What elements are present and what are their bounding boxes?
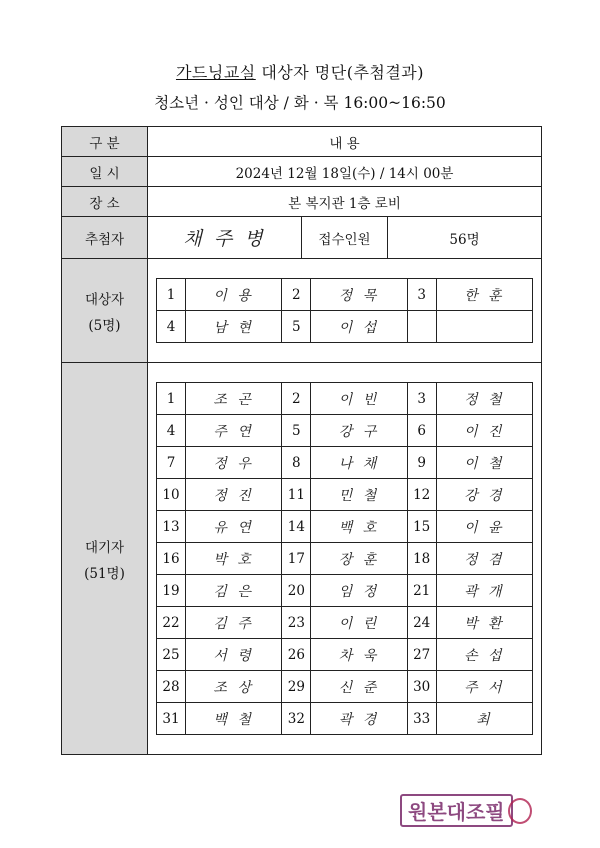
entry-name: 이 용	[186, 279, 282, 311]
entry-name: 나 채	[311, 447, 407, 479]
entry-number: 2	[282, 279, 311, 311]
entry-number: 3	[407, 383, 436, 415]
entry-name: 민 철	[311, 479, 407, 511]
waitlist-label-cell	[62, 363, 148, 755]
entry-number: 30	[407, 671, 436, 703]
entry-name: 남 현	[186, 311, 282, 343]
entry-number: 10	[157, 479, 186, 511]
place-label: 장 소	[62, 187, 148, 217]
waitlist-list	[156, 382, 533, 735]
entry-number: 15	[407, 511, 436, 543]
entry-number: 4	[157, 415, 186, 447]
entry-number: 9	[407, 447, 436, 479]
entry-number: 18	[407, 543, 436, 575]
entry-number: 5	[282, 311, 311, 343]
entry-name: 곽 경	[311, 703, 407, 735]
entry-name: 김 주	[186, 607, 282, 639]
list-row	[157, 479, 533, 511]
entry-name: 백 철	[186, 703, 282, 735]
entry-name: 이 린	[311, 607, 407, 639]
list-row	[157, 703, 533, 735]
entry-number: 28	[157, 671, 186, 703]
entry-number: 21	[407, 575, 436, 607]
entry-number: 4	[157, 311, 186, 343]
entry-number: 11	[282, 479, 311, 511]
entry-name: 강 구	[311, 415, 407, 447]
received-label: 접수인원	[302, 217, 388, 259]
list-row	[157, 639, 533, 671]
entry-name: 정 철	[436, 383, 532, 415]
entry-name: 주 연	[186, 415, 282, 447]
entry-number: 25	[157, 639, 186, 671]
entry-number: 19	[157, 575, 186, 607]
date-value: 2024년 12월 18일(수) / 14시 00분	[148, 157, 542, 187]
entry-name: 임 정	[311, 575, 407, 607]
info-table	[61, 126, 542, 755]
entry-number: 32	[282, 703, 311, 735]
waitlist-count: (51명)	[84, 565, 125, 582]
entry-number: 1	[157, 383, 186, 415]
entry-name: 박 환	[436, 607, 532, 639]
entry-number: 31	[157, 703, 186, 735]
entry-number: 7	[157, 447, 186, 479]
list-row	[157, 383, 533, 415]
entry-name: 백 호	[311, 511, 407, 543]
selected-cell	[148, 259, 542, 363]
document-subtitle: 청소년 · 성인 대상 / 화 · 목 16:00~16:50	[154, 94, 446, 112]
waitlist-cell	[148, 363, 542, 755]
selected-label: 대상자	[84, 291, 125, 308]
entry-name: 서 령	[186, 639, 282, 671]
entry-name: 장 훈	[311, 543, 407, 575]
entry-name: 주 서	[436, 671, 532, 703]
list-row	[157, 447, 533, 479]
entry-number: 1	[157, 279, 186, 311]
place-value: 본 복지관 1층 로비	[148, 187, 542, 217]
entry-number: 22	[157, 607, 186, 639]
entry-name: 정 진	[186, 479, 282, 511]
entry-name: 이 섭	[311, 311, 407, 343]
selected-list	[156, 278, 533, 343]
entry-name: 김 은	[186, 575, 282, 607]
header-value: 내 용	[148, 127, 542, 157]
entry-name: 이 진	[436, 415, 532, 447]
entry-name	[436, 311, 532, 343]
entry-name: 이 윤	[436, 511, 532, 543]
entry-name: 손 섭	[436, 639, 532, 671]
entry-number: 16	[157, 543, 186, 575]
list-row	[157, 279, 533, 311]
list-row	[157, 415, 533, 447]
seal-icon	[508, 798, 532, 824]
entry-name: 정 겸	[436, 543, 532, 575]
list-row	[157, 671, 533, 703]
received-value: 56명	[388, 217, 542, 259]
waitlist-label: 대기자	[84, 539, 125, 556]
entry-number: 8	[282, 447, 311, 479]
entry-name: 차 욱	[311, 639, 407, 671]
entry-name: 이 빈	[311, 383, 407, 415]
entry-number: 24	[407, 607, 436, 639]
drawer-value: 채 주 병	[148, 217, 302, 259]
entry-name: 유 연	[186, 511, 282, 543]
entry-name: 한 훈	[436, 279, 532, 311]
list-row	[157, 511, 533, 543]
entry-number: 33	[407, 703, 436, 735]
entry-name: 정 목	[311, 279, 407, 311]
entry-number: 5	[282, 415, 311, 447]
list-row	[157, 575, 533, 607]
selected-label-cell	[62, 259, 148, 363]
entry-name: 박 호	[186, 543, 282, 575]
date-label: 일 시	[62, 157, 148, 187]
entry-number: 20	[282, 575, 311, 607]
entry-name: 최	[436, 703, 532, 735]
entry-number: 6	[407, 415, 436, 447]
drawer-label: 추첨자	[62, 217, 148, 259]
entry-number: 2	[282, 383, 311, 415]
entry-number: 23	[282, 607, 311, 639]
entry-number: 14	[282, 511, 311, 543]
list-row	[157, 311, 533, 343]
selected-count: (5명)	[88, 317, 121, 334]
entry-number: 3	[407, 279, 436, 311]
entry-number: 12	[407, 479, 436, 511]
title-rest: 대상자 명단(추첨결과)	[255, 63, 425, 82]
entry-name: 조 곤	[186, 383, 282, 415]
header-label: 구 분	[62, 127, 148, 157]
entry-number	[407, 311, 436, 343]
document-title	[0, 60, 600, 83]
entry-number: 29	[282, 671, 311, 703]
entry-name: 강 경	[436, 479, 532, 511]
entry-name: 이 철	[436, 447, 532, 479]
entry-name: 곽 개	[436, 575, 532, 607]
title-program: 가드닝교실	[175, 63, 256, 82]
entry-number: 26	[282, 639, 311, 671]
list-row	[157, 607, 533, 639]
stamp-text: 원본대조필	[400, 794, 513, 827]
entry-name: 조 상	[186, 671, 282, 703]
entry-number: 13	[157, 511, 186, 543]
entry-name: 정 우	[186, 447, 282, 479]
entry-number: 17	[282, 543, 311, 575]
entry-name: 신 준	[311, 671, 407, 703]
list-row	[157, 543, 533, 575]
entry-number: 27	[407, 639, 436, 671]
